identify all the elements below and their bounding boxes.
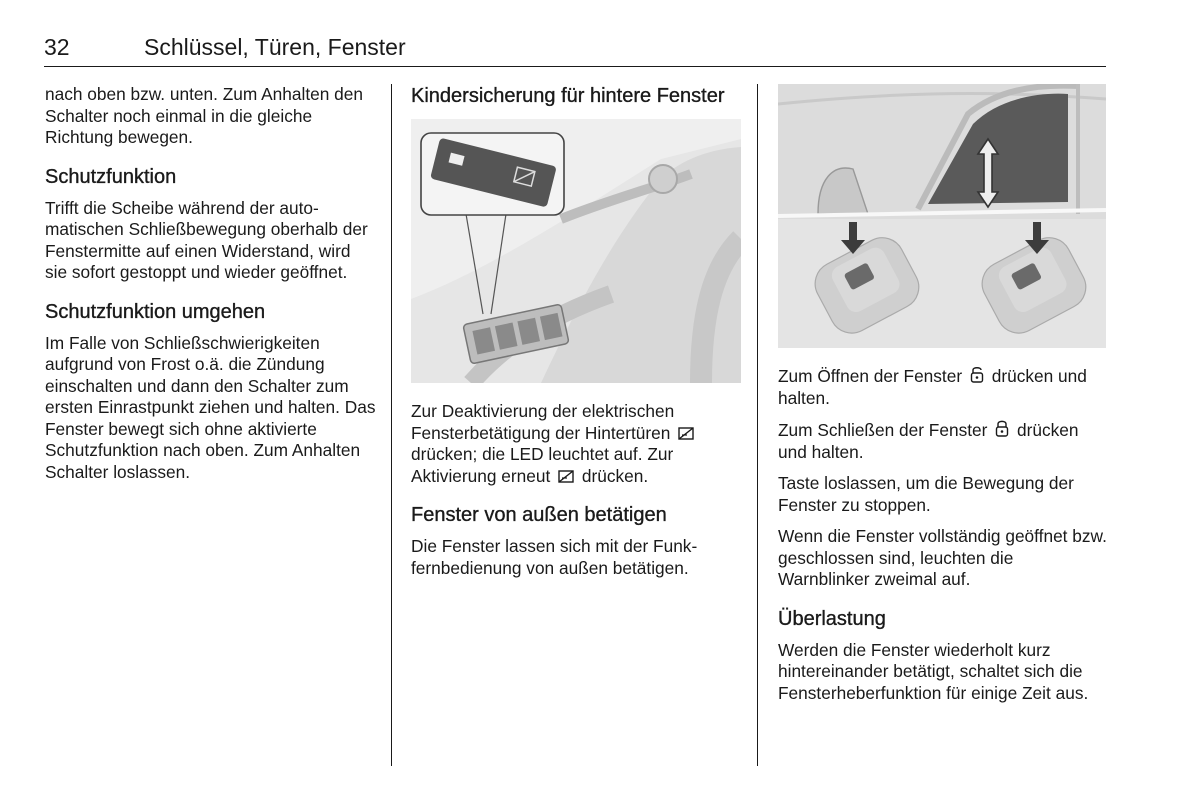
column-divider: [757, 84, 758, 766]
page-header: [44, 34, 1106, 67]
column-divider: [391, 84, 392, 766]
unlock-key-icon: [970, 365, 984, 383]
paragraph: Trifft die Scheibe während der automatischen Schließbewegung oberhalb der Fenstermitte auf einen Widerstand, wird sie sofort gestoppt und wieder geöffnet.: [45, 197, 368, 282]
paragraph: Die Fenster lassen sich mit der Funkfernbedienung von außen betätigen.: [411, 536, 698, 578]
section-heading-schutzfunktion: Schutzfunktion: [45, 165, 177, 188]
column-left: [45, 84, 377, 493]
column-middle: [411, 84, 741, 589]
paragraph: Zum Schließen der Fenster drücken und halten.: [778, 420, 1079, 462]
paragraph: Taste loslassen, um die Bewegung der Fenster zu stoppen.: [778, 473, 1074, 515]
paragraph: nach oben bzw. unten. Zum Anhalten den Schalter noch einmal in die gleiche Richtung bewegen.: [45, 84, 364, 147]
paragraph: Zum Öffnen der Fenster drücken und halten.: [778, 366, 1087, 408]
paragraph: Werden die Fenster wiederholt kurz hintereinander betätigt, schaltet sich die Fensterheberfunktion für einige Zeit aus.: [778, 639, 1089, 703]
paragraph: Im Falle von Schließschwierigkeiten aufgrund von Frost o.ä. die Zündung einschalten und dann den Schalter zum ersten Einrastpunkt ziehen und halten. Das Fenster bewegt sich ohne aktivierte Schutzfunktion nach oben. Zum Anhalten Schalter loslassen.: [45, 332, 376, 482]
page-number: 32: [44, 34, 70, 60]
door-switch-illustration: [411, 119, 741, 383]
section-heading-ueberlastung: Überlastung: [778, 607, 886, 630]
child-lock-window-icon: [678, 426, 694, 440]
paragraph: Wenn die Fenster vollständig geöffnet bzw. geschlossen sind, leuchten die Warnblinker zweimal auf.: [778, 526, 1107, 589]
section-heading-schutzfunktion-umgehen: Schutzfunktion umgehen: [45, 300, 266, 323]
section-heading-kindersicherung: Kindersicherung für hintere Fenster: [411, 85, 725, 107]
child-lock-window-icon: [558, 469, 574, 483]
page-title: Schlüssel, Türen, Fenster: [144, 34, 406, 60]
section-heading-fenster-aussen: Fenster von außen betätigen: [411, 504, 667, 526]
car-window-key-illustration: [778, 84, 1106, 348]
lock-key-icon: [995, 419, 1009, 437]
paragraph: Zur Deaktivierung der elektrischen Fensterbetätigung der Hintertüren drücken; die LED leuchtet auf. Zur Aktivierung erneut drücken.: [411, 401, 741, 487]
column-right: [778, 84, 1108, 714]
